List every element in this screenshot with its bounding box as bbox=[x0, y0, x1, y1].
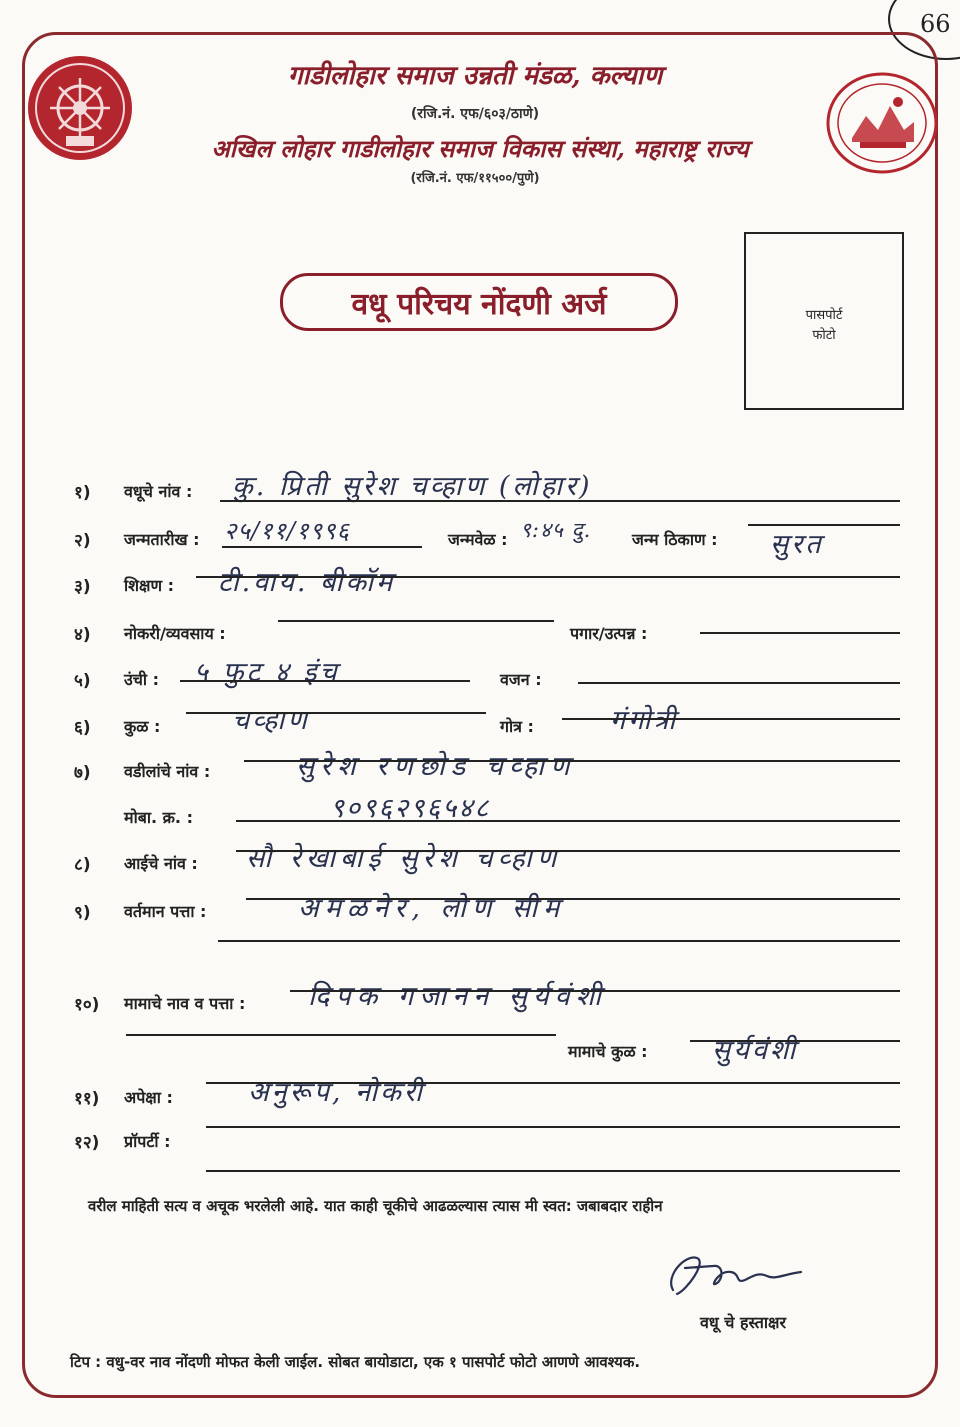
father-name-line bbox=[244, 760, 900, 762]
education-line bbox=[196, 576, 900, 578]
field-1-number: १) bbox=[74, 483, 91, 503]
mother-name-value: सौ रेखाबाई सुरेश चव्हाण bbox=[246, 843, 562, 874]
education-label: शिक्षण : bbox=[124, 576, 175, 595]
photo-box-line2: फोटो bbox=[812, 328, 836, 343]
field-11-number: ११) bbox=[74, 1089, 100, 1109]
kul-line bbox=[186, 712, 486, 714]
property-line-2 bbox=[206, 1170, 900, 1172]
declaration-text: वरील माहिती सत्य व अचूक भरलेली आहे. यात काही चूकीचे आढळल्यास त्यास मी स्वत: जबाबदार राहीन bbox=[88, 1197, 663, 1215]
field-6-number: ६) bbox=[74, 718, 91, 738]
organization-name-2: अखिल लोहार गाडीलोहार समाज विकास संस्था, महाराष्ट्र राज्य bbox=[211, 134, 749, 163]
birth-time-label: जन्मवेळ : bbox=[448, 530, 508, 549]
bride-name-value: कु. प्रिती सुरेश चव्हाण (लोहार) bbox=[232, 471, 593, 502]
height-line bbox=[180, 680, 470, 682]
mobile-label: मोबा. क्र. : bbox=[124, 808, 193, 827]
field-5-number: ५) bbox=[74, 671, 91, 691]
field-7-number: ७) bbox=[74, 763, 91, 783]
photo-box-label bbox=[746, 306, 902, 346]
right-seal-stamp bbox=[826, 72, 938, 174]
occupation-label: नोकरी/व्यवसाय : bbox=[124, 624, 226, 643]
expectation-label: अपेक्षा : bbox=[124, 1088, 173, 1107]
photo-box-line1: पासपोर्ट bbox=[805, 308, 843, 323]
father-name-value: सुरेश रणछोड चव्हाण bbox=[296, 751, 576, 782]
uncle-kul-line bbox=[690, 1040, 900, 1042]
uncle-name-label: मामाचे नाव व पत्ता : bbox=[124, 994, 246, 1013]
organization-name-1: गाडीलोहार समाज उन्नती मंडळ, कल्याण bbox=[287, 61, 663, 91]
gotra-label: गोत्र : bbox=[500, 717, 534, 736]
uncle-name-value: दिपक गजानन सुर्यवंशी bbox=[308, 981, 608, 1012]
form-title-text: वधू परिचय नोंदणी अर्ज bbox=[351, 286, 607, 322]
weight-line bbox=[578, 682, 900, 684]
kul-value: चव्हाण bbox=[232, 705, 310, 736]
registration-number-2: (रजि.नं. एफ/११५००/पुणे) bbox=[410, 171, 540, 186]
uncle-name-line-1 bbox=[290, 990, 900, 992]
field-9-number: ९) bbox=[74, 903, 91, 923]
education-value: टी.वाय. बीकॉम bbox=[218, 567, 396, 598]
uncle-name-line-2 bbox=[126, 1034, 556, 1036]
signature-image bbox=[655, 1246, 815, 1302]
mobile-value: ९०९६२९६५४८ bbox=[330, 793, 491, 824]
signature-label: वधू चे हस्ताक्षर bbox=[700, 1313, 787, 1332]
mother-name-line bbox=[236, 850, 900, 852]
weight-label: वजन : bbox=[500, 670, 542, 689]
field-2-number: २) bbox=[74, 531, 91, 551]
address-value: अमळनेर, लोण सीम bbox=[298, 893, 566, 924]
birthdate-value: २५/११/१९९६ bbox=[224, 517, 351, 545]
bride-name-label: वधूचे नांव : bbox=[124, 482, 193, 501]
mother-name-label: आईचे नांव : bbox=[124, 854, 198, 873]
birthdate-label: जन्मतारीख : bbox=[124, 530, 200, 549]
mobile-line bbox=[236, 820, 900, 822]
height-value: ५ फुट ४ इंच bbox=[194, 657, 340, 688]
bride-name-line bbox=[220, 500, 900, 502]
birth-place-label: जन्म ठिकाण : bbox=[632, 530, 718, 549]
field-10-number: १०) bbox=[74, 995, 100, 1015]
page-number: 66 bbox=[920, 10, 951, 38]
occupation-line bbox=[278, 620, 554, 622]
uncle-kul-label: मामाचे कुळ : bbox=[568, 1042, 648, 1061]
address-label: वर्तमान पत्ता : bbox=[124, 902, 207, 921]
birth-place-value: सुरत bbox=[770, 529, 824, 560]
address-line-1 bbox=[246, 898, 900, 900]
birth-time-value: ९:४५ दु. bbox=[520, 518, 592, 542]
father-name-label: वडीलांचे नांव : bbox=[124, 762, 211, 781]
passport-photo-box bbox=[744, 232, 904, 410]
left-seal-logo bbox=[26, 54, 134, 162]
gotra-line bbox=[562, 718, 900, 720]
birthdate-line bbox=[222, 546, 422, 548]
property-label: प्रॉपर्टी : bbox=[124, 1132, 171, 1151]
form-title bbox=[280, 273, 678, 331]
income-label: पगार/उत्पन्न : bbox=[570, 624, 648, 643]
field-8-number: ८) bbox=[74, 855, 91, 875]
uncle-kul-value: सुर्यवंशी bbox=[712, 1035, 799, 1066]
expectation-line bbox=[206, 1082, 900, 1084]
field-3-number: ३) bbox=[74, 577, 91, 597]
field-12-number: १२) bbox=[74, 1133, 100, 1153]
birth-place-line bbox=[748, 524, 900, 526]
field-4-number: ४) bbox=[74, 625, 91, 645]
registration-number-1: (रजि.नं. एफ/६०३/ठाणे) bbox=[410, 106, 540, 122]
kul-label: कुळ : bbox=[124, 717, 161, 736]
property-line-1 bbox=[206, 1126, 900, 1128]
height-label: उंची : bbox=[124, 670, 160, 689]
footer-note: टिप : वधु-वर नाव नोंदणी मोफत केली जाईल. सोबत बायोडाटा, एक १ पासपोर्ट फोटो आणणे आवश्यक. bbox=[70, 1353, 641, 1371]
gotra-value: गंगोत्री bbox=[610, 705, 679, 736]
income-line bbox=[700, 632, 900, 634]
expectation-value: अनुरूप, नोकरी bbox=[248, 1077, 425, 1108]
address-line-2 bbox=[218, 940, 900, 942]
